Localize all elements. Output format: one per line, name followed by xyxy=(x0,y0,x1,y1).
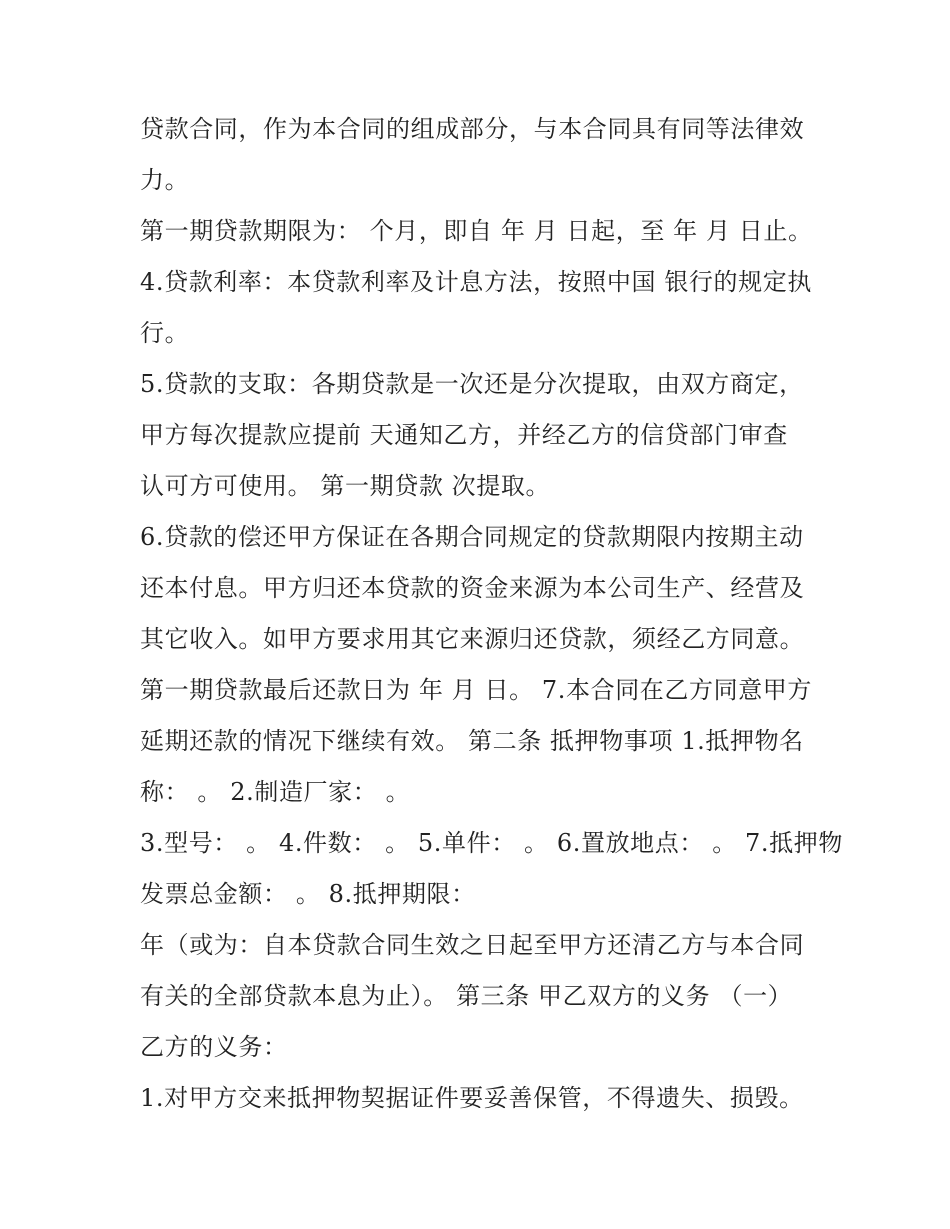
text-line: 第一期贷款期限为： 个月，即自 年 月 日起，至 年 月 日止。 xyxy=(140,217,813,245)
text-line: 有关的全部贷款本息为止）。 第三条 甲乙双方的义务 （一） xyxy=(140,982,793,1010)
text-line: 1.对甲方交来抵押物契据证件要妥善保管，不得遗失、损毁。 xyxy=(140,1084,804,1112)
text-line: 还本付息。甲方归还本贷款的资金来源为本公司生产、经营及 xyxy=(140,574,805,602)
text-line: 称： 。 2.制造厂家： 。 xyxy=(140,778,411,806)
text-line: 延期还款的情况下继续有效。 第二条 抵押物事项 1.抵押物名 xyxy=(140,727,804,755)
text-line: 发票总金额： 。 8.抵押期限： xyxy=(140,880,476,908)
text-line: 3.型号： 。 4.件数： 。 5.单件： 。 6.置放地点： 。 7.抵押物 xyxy=(140,829,843,857)
text-line: 力。 xyxy=(140,166,190,194)
text-line: 行。 xyxy=(140,319,190,347)
text-line: 4.贷款利率：本贷款利率及计息方法，按照中国 银行的规定执 xyxy=(140,268,812,296)
text-line: 贷款合同，作为本合同的组成部分，与本合同具有同等法律效 xyxy=(140,115,805,143)
text-line: 年（或为：自本贷款合同生效之日起至甲方还清乙方与本合同 xyxy=(140,931,805,959)
text-line: 认可方可使用。 第一期贷款 次提取。 xyxy=(140,472,551,500)
text-line: 其它收入。如甲方要求用其它来源归还贷款，须经乙方同意。 xyxy=(140,625,805,653)
text-line: 第一期贷款最后还款日为 年 月 日。 7.本合同在乙方同意甲方 xyxy=(140,676,813,704)
text-line: 甲方每次提款应提前 天通知乙方，并经乙方的信贷部门审查 xyxy=(140,421,788,449)
text-line: 乙方的义务： xyxy=(140,1033,288,1061)
text-line: 5.贷款的支取：各期贷款是一次还是分次提取，由双方商定， xyxy=(140,370,804,398)
text-line: 6.贷款的偿还甲方保证在各期合同规定的贷款期限内按期主动 xyxy=(140,523,804,551)
contract-body xyxy=(140,104,843,1124)
